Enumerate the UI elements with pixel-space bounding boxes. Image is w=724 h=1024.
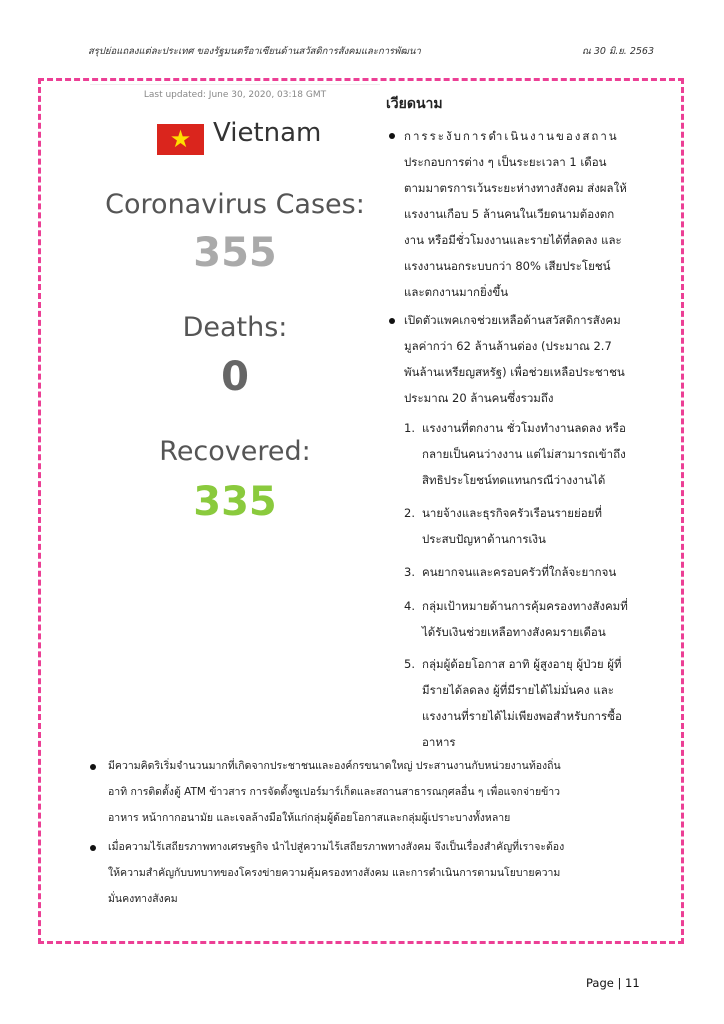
text-line: ได้รับเงินช่วยเหลือทางสังคมรายเดือน	[422, 625, 606, 639]
bullet-paragraph-2	[404, 307, 674, 411]
deaths-label: Deaths:	[182, 312, 288, 343]
numbered-item-4	[404, 593, 674, 645]
header-date: ณ 30 มิ.ย. 2563	[582, 46, 655, 57]
bullet-icon	[90, 764, 96, 770]
bullet-paragraph-4	[108, 834, 674, 912]
text-line: งาน หรือมีชั่วโมงงานและรายได้ที่ลดลง และ	[404, 233, 622, 247]
cases-count: 355	[193, 230, 277, 276]
text-line: กลุ่มเป้าหมายด้านการคุ้มครองทางสังคมที่	[422, 599, 628, 613]
deaths-count: 0	[221, 354, 249, 400]
text-line: มั่นคงทางสังคม	[108, 893, 178, 905]
text-line: คนยากจนและครอบครัวที่ใกล้จะยากจน	[422, 565, 617, 579]
text-line: ประมาณ 20 ล้านคนซึ่งรวมถึง	[404, 391, 554, 405]
numbered-item-1	[404, 415, 674, 493]
text-line: อาหาร	[422, 735, 456, 749]
bullet-icon	[90, 845, 96, 851]
text-line: อาหาร หน้ากากอนามัย และเจลล้างมือให้แก่กลุ่มผู้ด้อยโอกาสและกลุ่มผู้เปราะบางทั้งหลาย	[108, 812, 511, 824]
text-line: อาทิ การติดตั้งตู้ ATM ข้าวสาร การจัดตั้งซูเปอร์มาร์เก็ตและสถานสาธารณกุศลอื่น ๆ เพื่อแจกจ่ายข้าว	[108, 786, 561, 798]
text-line: การระงับการดำเนินงานของสถาน	[404, 129, 619, 143]
text-line: มีความคิดริเริ่มจำนวนมากที่เกิดจากประชาชนและองค์กรขนาดใหญ่ ประสานงานกับหน่วยงานท้องถิ่น	[108, 760, 561, 772]
recovered-label: Recovered:	[159, 436, 311, 467]
recovered-count: 335	[193, 479, 277, 525]
text-line: แรงงานที่ตกงาน ชั่วโมงทำงานลดลง หรือ	[422, 421, 626, 435]
text-line: มูลค่ากว่า 62 ล้านล้านด่อง (ประมาณ 2.7	[404, 339, 612, 353]
text-line: แรงงานเกือบ 5 ล้านคนในเวียดนามต้องตก	[404, 207, 615, 221]
flag-star-icon: ★	[169, 125, 192, 153]
header-title: สรุปย่อแถลงแต่ละประเทศ ของรัฐมนตรีอาเซียนด้านสวัสดิการสังคมและการพัฒนา	[88, 46, 421, 57]
text-line: ให้ความสำคัญกับบทบาทของโครงข่ายความคุ้มครองทางสังคม และการดำเนินการตามนโยบายความ	[108, 867, 561, 879]
last-updated: Last updated: June 30, 2020, 03:18 GMT	[143, 90, 327, 100]
cases-label: Coronavirus Cases:	[105, 189, 365, 220]
text-line: กลายเป็นคนว่างงาน แต่ไม่สามารถเข้าถึง	[422, 447, 626, 461]
text-line: พันล้านเหรียญสหรัฐ) เพื่อช่วยเหลือประชาชน	[404, 365, 625, 379]
item-number: 2.	[404, 506, 415, 520]
text-line: และตกงานมากยิ่งขึ้น	[404, 285, 509, 299]
country-name: Vietnam	[213, 118, 322, 148]
bullet-icon	[389, 133, 395, 139]
bullet-paragraph-1	[404, 123, 674, 305]
numbered-item-2	[404, 500, 674, 552]
text-line: เมื่อความไร้เสถียรภาพทางเศรษฐกิจ นำไปสู่ความไร้เสถียรภาพทางสังคม จึงเป็นเรื่องสำคัญที่เราจะต้อง	[108, 841, 565, 853]
stats-image	[90, 84, 380, 524]
page-number: Page | 11	[586, 976, 640, 990]
text-line: แรงงานที่รายได้ไม่เพียงพอสำหรับการซื้อ	[422, 709, 622, 723]
bullet-paragraph-3	[108, 753, 674, 831]
text-line: นายจ้างและธุรกิจครัวเรือนรายย่อยที่	[422, 506, 602, 520]
text-line: สิทธิประโยชน์ทดแทนกรณีว่างงานได้	[422, 473, 606, 487]
text-line: ตามมาตรการเว้นระยะห่างทางสังคม ส่งผลให้	[404, 181, 627, 195]
numbered-item-5	[404, 651, 674, 755]
text-line: กลุ่มผู้ด้อยโอกาส อาทิ ผู้สูงอายุ ผู้ป่วย ผู้ที่	[422, 657, 622, 671]
item-number: 1.	[404, 421, 415, 435]
item-number: 3.	[404, 565, 415, 579]
item-number: 5.	[404, 657, 415, 671]
text-line: แรงงานนอกระบบกว่า 80% เสียประโยชน์	[404, 259, 611, 273]
vietnam-flag-icon	[157, 124, 204, 155]
numbered-item-3	[404, 559, 674, 585]
bullet-icon	[389, 318, 395, 324]
text-line: มีรายได้ลดลง ผู้ที่มีรายได้ไม่มั่นคง และ	[422, 683, 614, 697]
item-number: 4.	[404, 599, 415, 613]
text-line: เปิดตัวแพคเกจช่วยเหลือด้านสวัสดิการสังคม	[404, 313, 621, 327]
section-title: เวียดนาม	[386, 96, 443, 112]
text-line: ประสบปัญหาด้านการเงิน	[422, 532, 546, 546]
text-line: ประกอบการต่าง ๆ เป็นระยะเวลา 1 เดือน	[404, 155, 607, 169]
